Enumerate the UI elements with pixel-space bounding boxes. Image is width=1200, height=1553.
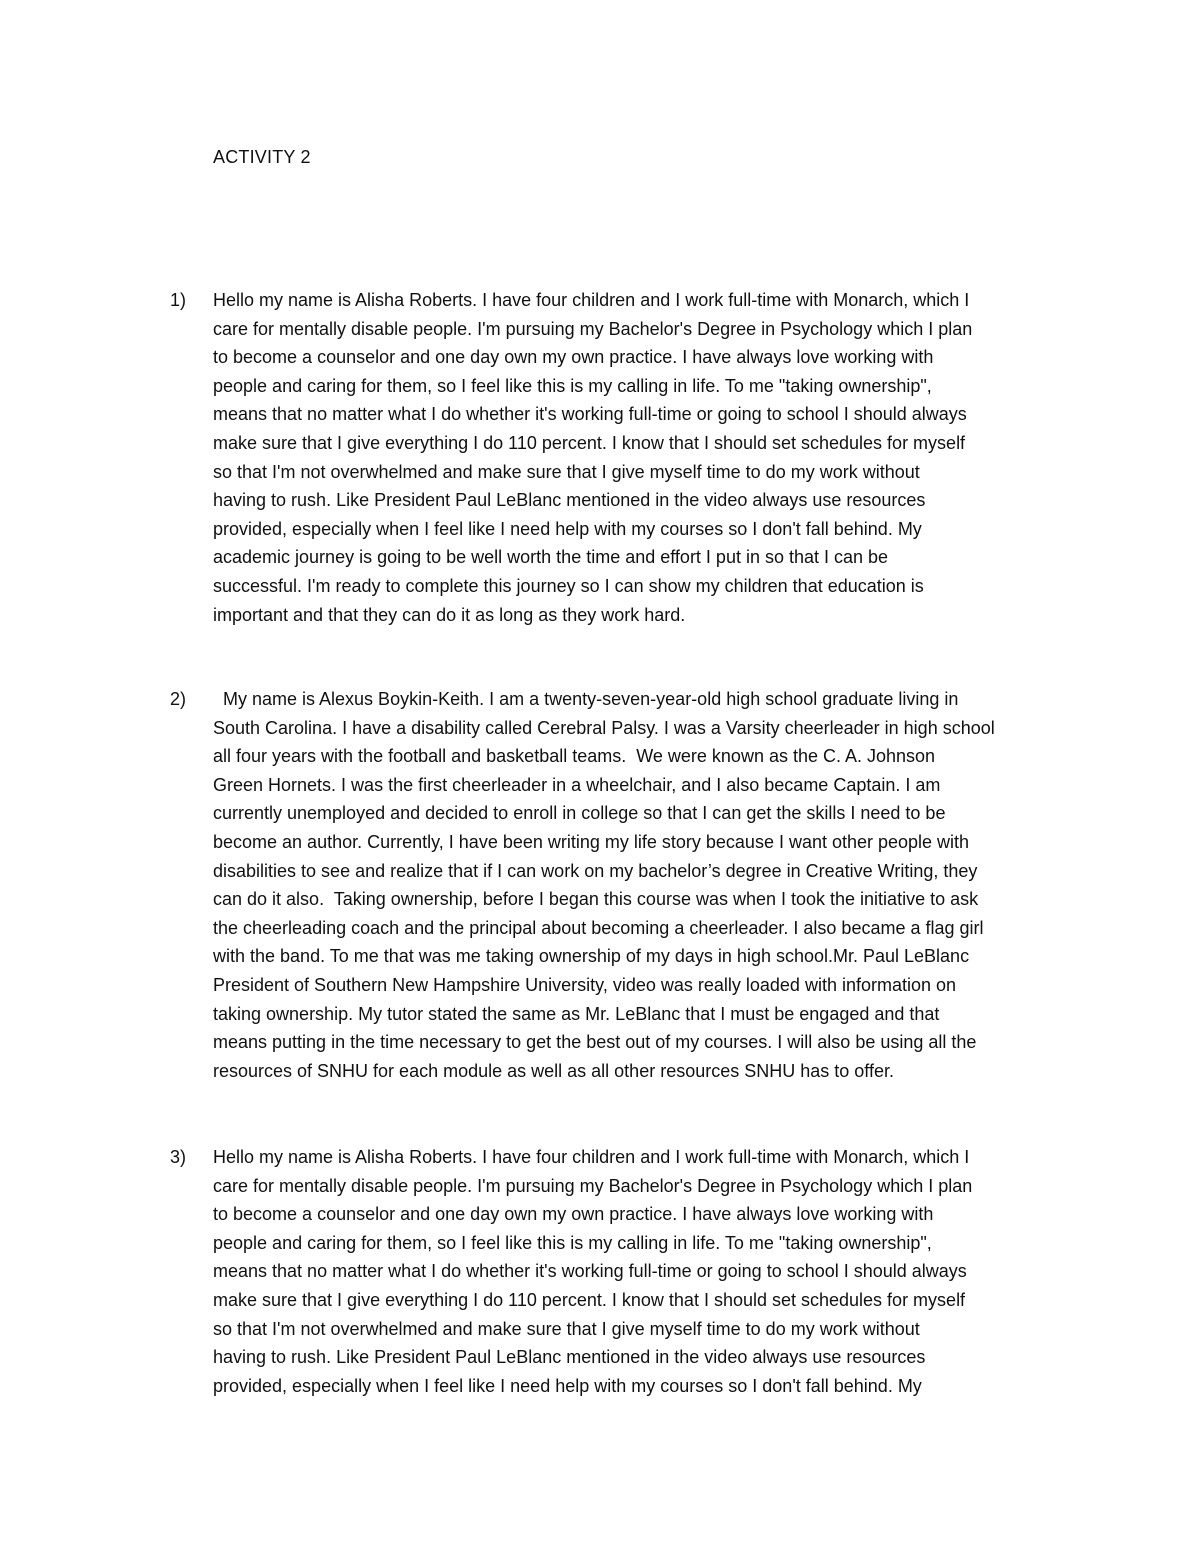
text-line: people and caring for them, so I feel like this is my calling in life. To me "taking ownership", [213,375,932,396]
text-line: successful. I'm ready to complete this journey so I can show my children that education is [213,575,924,596]
text-line: the cheerleading coach and the principal about becoming a cheerleader. I also became a flag girl [213,917,984,938]
list-item-number: 1) [170,290,187,310]
text-line: become an author. Currently, I have been writing my life story because I want other people with [213,831,970,852]
text-line: provided, especially when I feel like I need help with my courses so I don't fall behind. My [213,1375,922,1396]
text-line: means that no matter what I do whether it's working full-time or going to school I should always [213,1261,967,1282]
text-line: so that I'm not overwhelmed and make sure that I give myself time to do my work without [213,1318,920,1339]
text-line: Hello my name is Alisha Roberts. I have four children and I work full-time with Monarch, which I [213,290,970,310]
text-line: taking ownership. My tutor stated the same as Mr. LeBlanc that I must be engaged and that [213,1003,940,1024]
text-line: South Carolina. I have a disability called Cerebral Palsy. I was a Varsity cheerleader in high school [213,717,995,738]
text-line: means putting in the time necessary to get the best out of my courses. I will also be using all the [213,1032,977,1053]
text-line: academic journey is going to be well worth the time and effort I put in so that I can be [213,547,889,568]
text-line: care for mentally disable people. I'm pursuing my Bachelor's Degree in Psychology which I plan [213,318,973,339]
text-line: Green Hornets. I was the first cheerleader in a wheelchair, and I also became Captain. I am [213,774,941,795]
text-line: so that I'm not overwhelmed and make sure that I give myself time to do my work without [213,461,920,482]
list-item-number: 3) [170,1147,187,1167]
text-line: with the band. To me that was me taking ownership of my days in high school.Mr. Paul LeBlanc [213,946,970,967]
text-line: make sure that I give everything I do 110 percent. I know that I should set schedules for myself [213,1289,966,1310]
text-line: President of Southern New Hampshire University, video was really loaded with information on [213,974,957,995]
text-line: important and that they can do it as long as they work hard. [213,604,686,625]
text-line: people and caring for them, so I feel like this is my calling in life. To me "taking ownership", [213,1232,932,1253]
text-line: to become a counselor and one day own my own practice. I have always love working with [213,347,934,368]
text-line: make sure that I give everything I do 110 percent. I know that I should set schedules for myself [213,432,966,453]
text-line: Hello my name is Alisha Roberts. I have four children and I work full-time with Monarch, which I [213,1147,970,1167]
list-item [170,1143,1070,1400]
text-line: having to rush. Like President Paul LeBlanc mentioned in the video always use resources [213,1347,926,1368]
list-item-number: 2) [170,689,187,709]
text-line: means that no matter what I do whether it's working full-time or going to school I should always [213,404,967,425]
list-item [170,685,1070,1085]
text-line: disabilities to see and realize that if I can work on my bachelor’s degree in Creative Writing, they [213,860,978,881]
text-line: provided, especially when I feel like I need help with my courses so I don't fall behind. My [213,518,922,539]
text-line: care for mentally disable people. I'm pursuing my Bachelor's Degree in Psychology which I plan [213,1175,973,1196]
text-line: currently unemployed and decided to enroll in college so that I can get the skills I need to be [213,803,946,824]
list-item [170,286,1070,629]
text-line: all four years with the football and basketball teams. We were known as the C. A. Johnson [213,746,936,767]
text-line: to become a counselor and one day own my own practice. I have always love working with [213,1204,934,1225]
text-line: resources of SNHU for each module as well as all other resources SNHU has to offer. [213,1060,894,1081]
text-line: can do it also. Taking ownership, before I began this course was when I took the initiative to ask [213,889,979,910]
text-line: having to rush. Like President Paul LeBlanc mentioned in the video always use resources [213,490,926,511]
text-line: My name is Alexus Boykin-Keith. I am a twenty-seven-year-old high school graduate living in [213,689,959,709]
document-title: ACTIVITY 2 [213,147,311,167]
